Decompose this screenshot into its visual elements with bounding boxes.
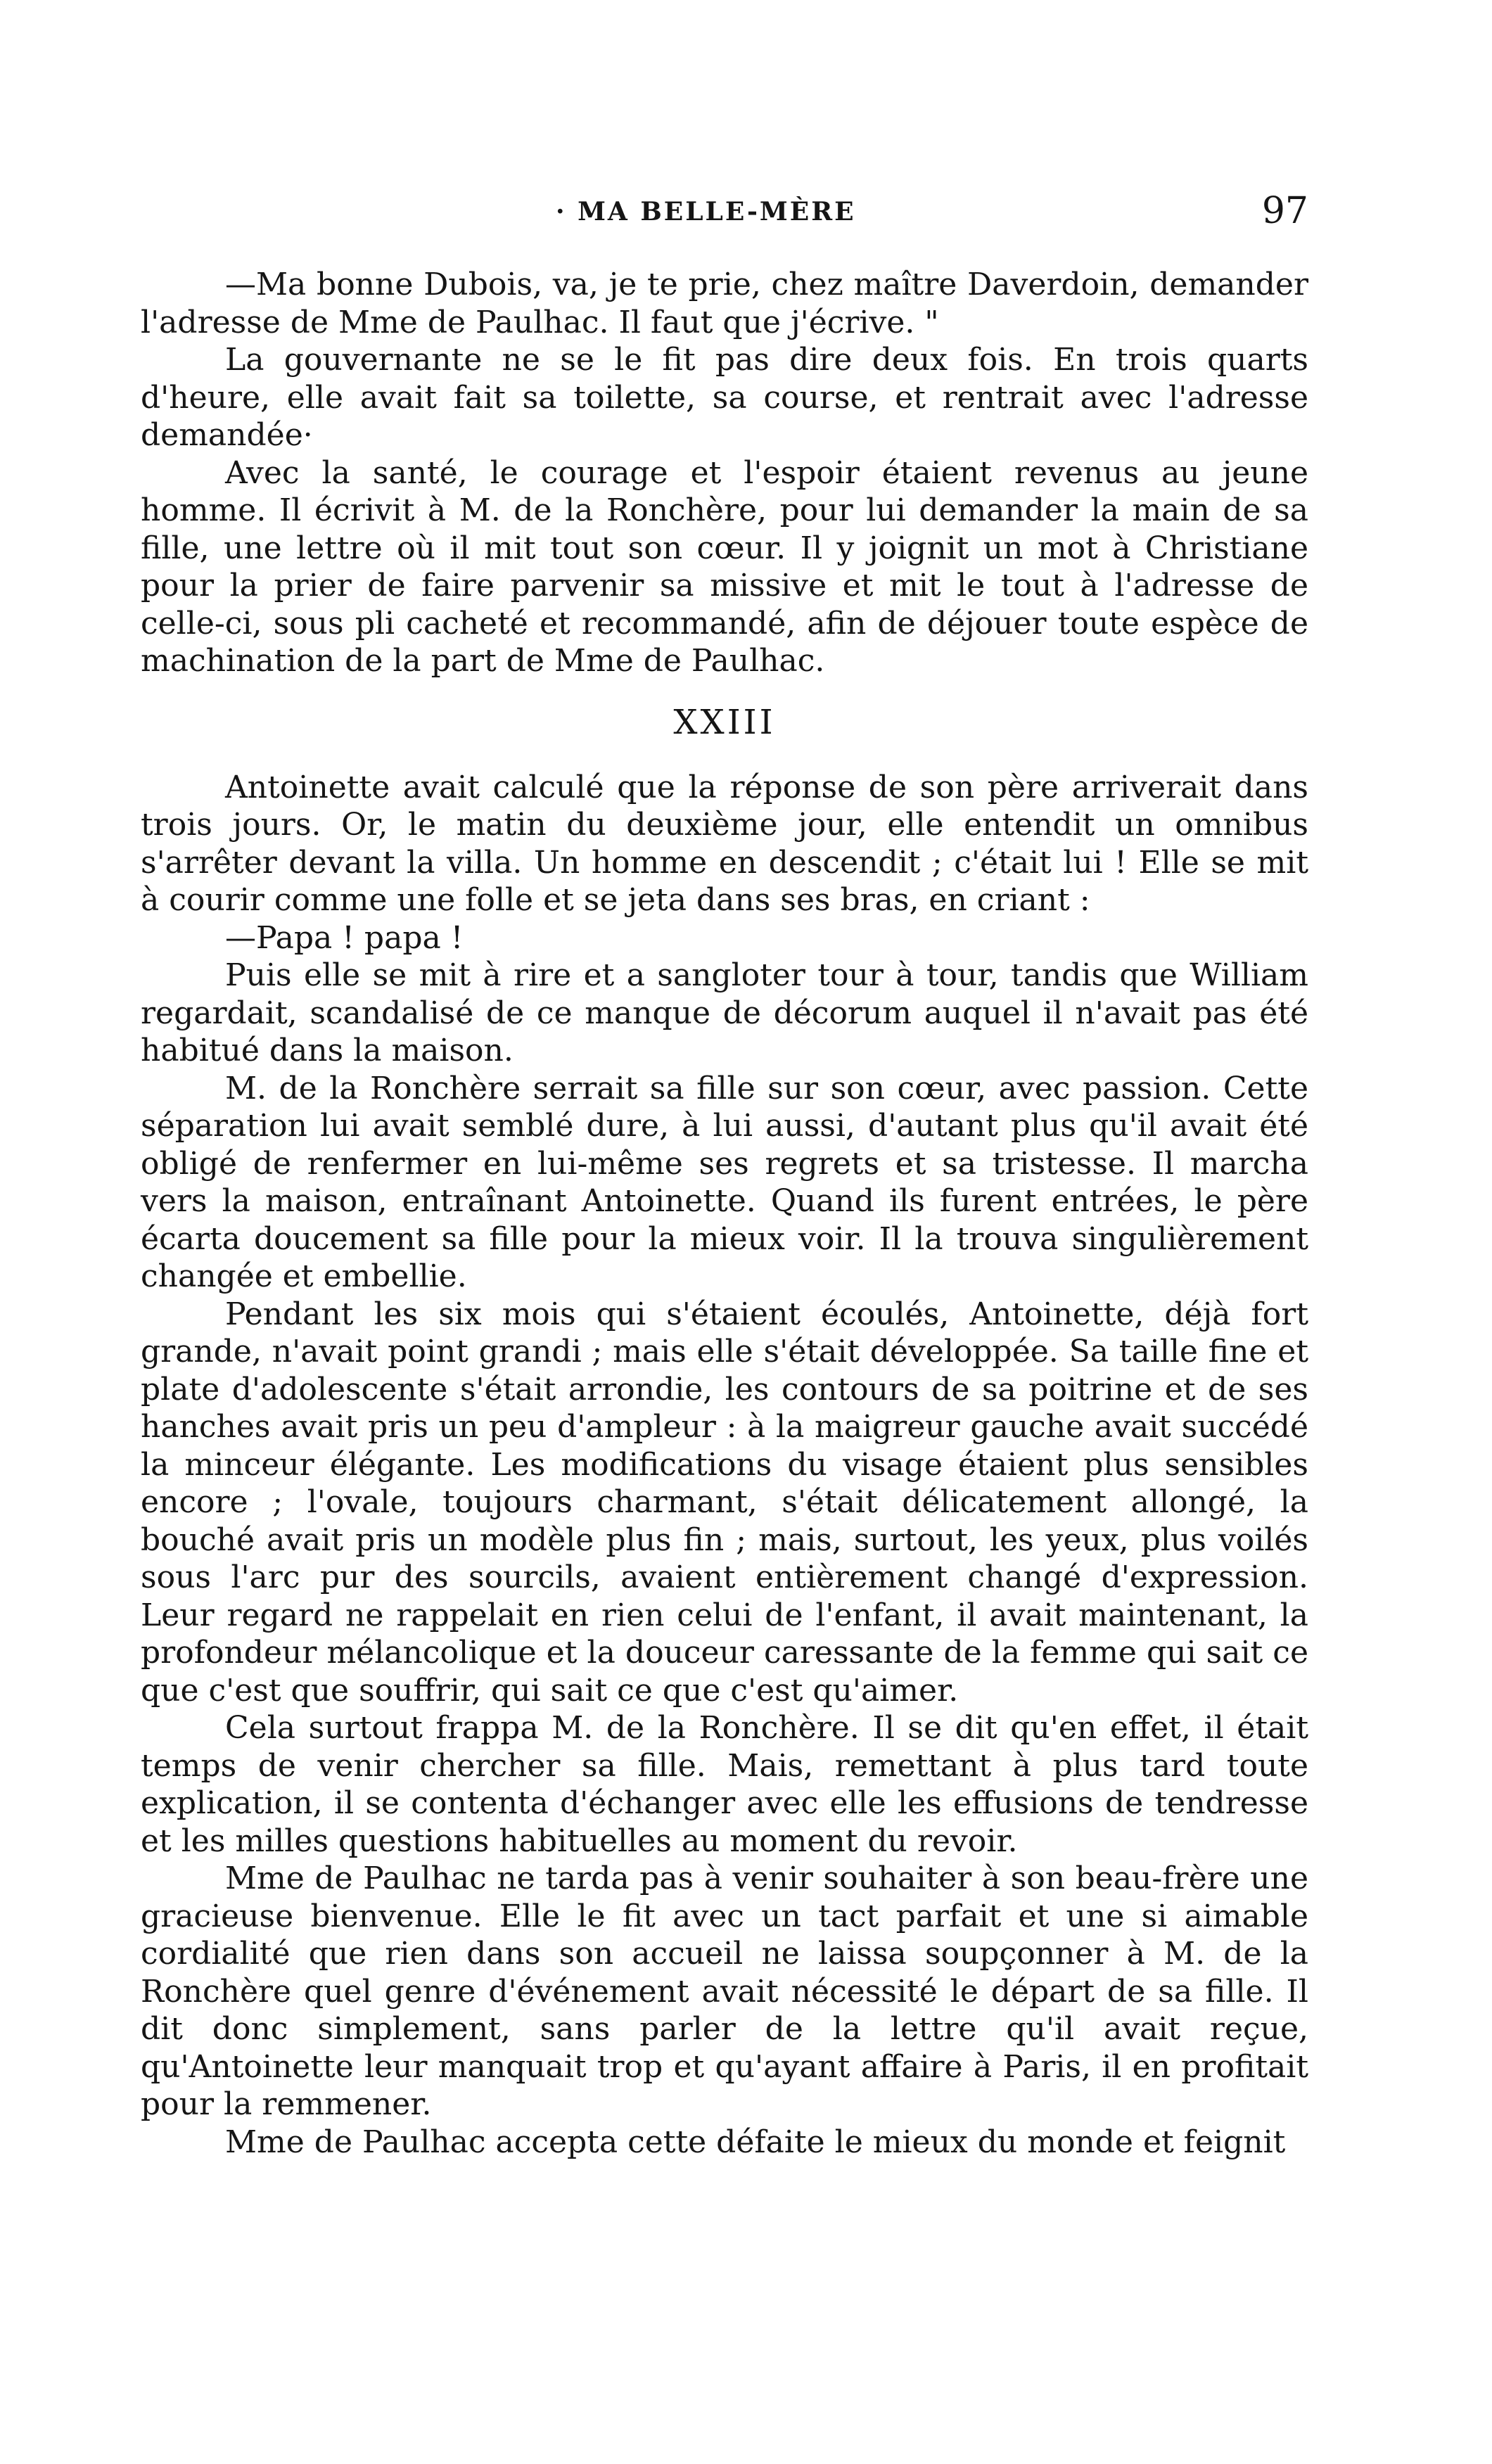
page-number: 97 bbox=[1261, 190, 1308, 232]
running-title: · MA BELLE-MÈRE bbox=[556, 197, 856, 226]
paragraph: M. de la Ronchère serrait sa fille sur son cœur, avec passion. Cette séparation lui avait semblé dure, à lui aussi, d'autant plus qu'il avait été obligé de renfermer en lui-même ses regrets et sa tristesse. Il marcha vers la maison, entraînant Antoinette. Quand ils furent entrées, le père écarta doucement sa fille pour la mieux voir. Il la trouva singulièrement changée et embellie. bbox=[141, 1070, 1308, 1294]
page-header bbox=[141, 189, 1308, 238]
chapter-heading: XXIII bbox=[673, 702, 776, 742]
paragraph: Pendant les six mois qui s'étaient écoulés, Antoinette, déjà fort grande, n'avait point grandi ; mais elle s'était développée. Sa taille fine et plate d'adolescente s'était arrondie, les contours de sa poitrine et de ses hanches avait pris un peu d'ampleur : à la maigreur gauche avait succédé la minceur élégante. Les modifications du visage étaient plus sensibles encore ; l'ovale, toujours charmant, s'était délicatement allongé, la bouché avait pris un modèle plus fin ; mais, surtout, les yeux, plus voilés sous l'arc pur des sourcils, avaient entièrement changé d'expression. Leur regard ne rappelait en rien celui de l'enfant, il avait maintenant, la profondeur mélancolique et la douceur caressante de la femme qui sait ce que c'est que souffrir, qui sait ce que c'est qu'aimer. bbox=[141, 1296, 1308, 1709]
paragraph: Puis elle se mit à rire et a sangloter tour à tour, tandis que William regardait, scandalisé de ce manque de décorum auquel il n'avait pas été habitué dans la maison. bbox=[141, 957, 1308, 1068]
paragraph: Avec la santé, le courage et l'espoir étaient revenus au jeune homme. Il écrivit à M. de la Ronchère, pour lui demander la main de sa fille, une lettre où il mit tout son cœur. Il y joignit un mot à Christiane pour la prier de faire parvenir sa missive et mit le tout à l'adresse de celle-ci, sous pli cacheté et recommandé, afin de déjouer toute espèce de machination de la part de Mme de Paulhac. bbox=[141, 454, 1308, 679]
paragraph: La gouvernante ne se le fit pas dire deux fois. En trois quarts d'heure, elle avait fait sa toilette, sa course, et rentrait avec l'adresse demandée· bbox=[141, 342, 1308, 453]
paragraph: —Ma bonne Dubois, va, je te prie, chez maître Daverdoin, demander l'adresse de Mme de Paulhac. Il faut que j'écrive. " bbox=[141, 267, 1308, 340]
paragraph: Mme de Paulhac ne tarda pas à venir souhaiter à son beau-frère une gracieuse bienvenue. Elle le fit avec un tact parfait et une si aimable cordialité que rien dans son accueil ne laissa soupçonner à M. de la Ronchère quel genre d'événement avait nécessité le départ de sa fille. Il dit donc simplement, sans parler de la lettre qu'il avait reçue, qu'Antoinette leur manquait trop et qu'ayant affaire à Paris, il en profitait pour la remmener. bbox=[141, 1860, 1308, 2122]
paragraph: —Papa ! papa ! bbox=[225, 919, 464, 956]
paragraph: Cela surtout frappa M. de la Ronchère. Il se dit qu'en effet, il était temps de venir chercher sa fille. Mais, remettant à plus tard toute explication, il se contenta d'échanger avec elle les effusions de tendresse et les milles questions habituelles au moment du revoir. bbox=[141, 1710, 1308, 1859]
paragraph: Antoinette avait calculé que la réponse de son père arriverait dans trois jours. Or, le matin du deuxième jour, elle entendit un omnibus s'arrêter devant la villa. Un homme en descendit ; c'était lui ! Elle se mit à courir comme une folle et se jeta dans ses bras, en criant : bbox=[141, 769, 1308, 918]
page-body bbox=[141, 266, 1308, 2161]
paragraph: Mme de Paulhac accepta cette défaite le mieux du monde et feignit bbox=[225, 2124, 1286, 2160]
